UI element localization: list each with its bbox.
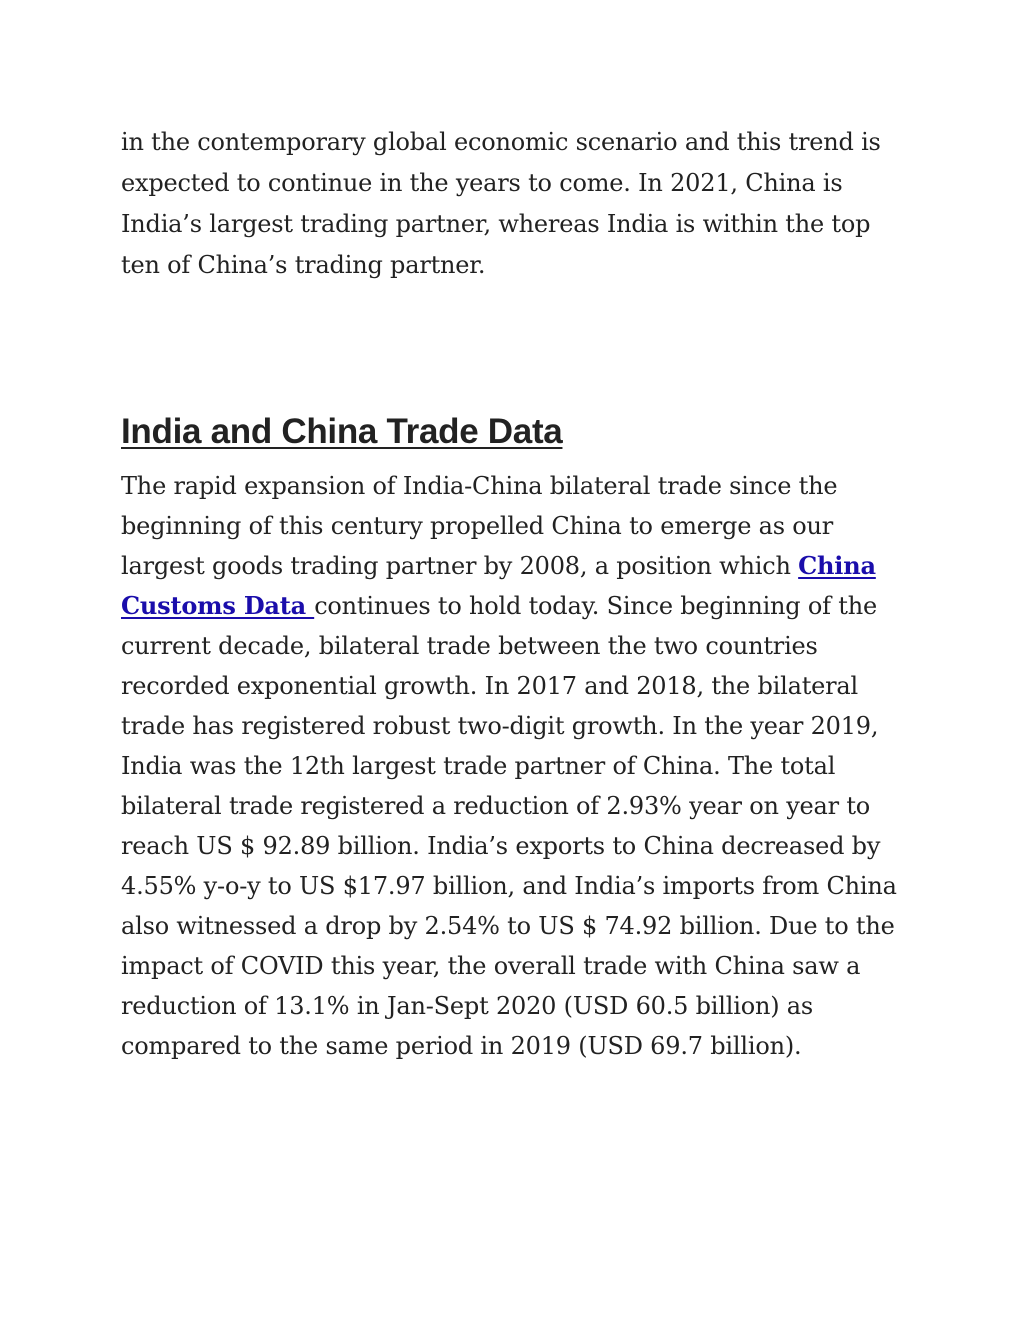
body-text-after-link: continues to hold today. Since beginning of the current decade, bilateral trade between the two countries recorded exponential growth. In 2017 and 2018, the bilateral trade has registered robust two-digit growth. In the year 2019, India was the 12th largest trade partner of China. The total bilateral trade registered a reduction of 2.93% year on year to reach US $ 92.89 billion. India’s exports to China decreased by 4.55% y-o-y to US $17.97 billion, and India’s imports from China also witnessed a drop by 2.54% to US $ 74.92 billion. Due to the impact of COVID this year, the overall trade with China saw a reduction of 13.1% in Jan-Sept 2020 (USD 60.5 billion) as compared to the same period in 2019 (USD 69.7 billion). <box>121 592 897 1060</box>
intro-paragraph: in the contemporary global economic scenario and this trend is expected to continue in the years to come. In 2021, China is India’s largest trading partner, whereas India is within the top ten of China’s trading partner. <box>121 128 881 279</box>
body-text-before-link: The rapid expansion of India-China bilateral trade since the beginning of this century propelled China to emerge as our largest goods trading partner by 2008, a position which <box>121 472 838 580</box>
body-paragraph <box>121 466 911 1066</box>
section-heading: India and China Trade Data <box>121 412 563 451</box>
china-customs-data-link[interactable]: China Customs Data <box>121 551 876 620</box>
document-page <box>121 122 911 1066</box>
